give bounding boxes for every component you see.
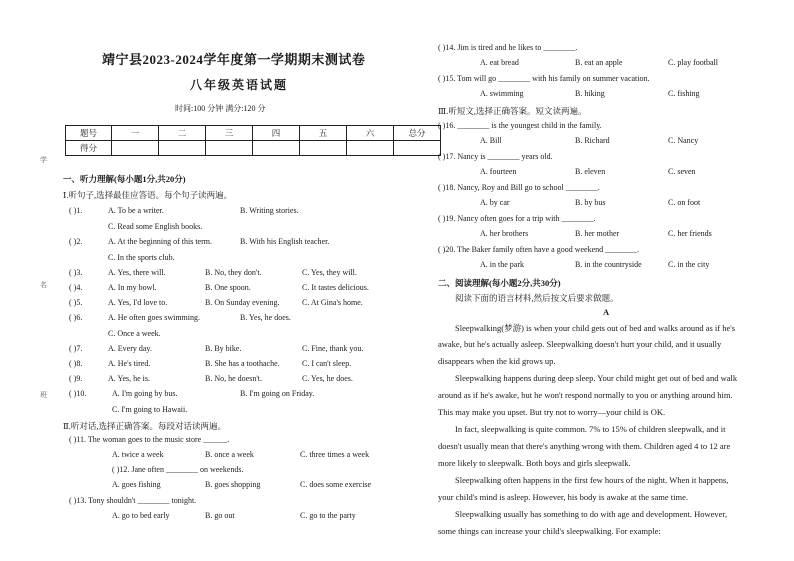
passage-line: doesn't usually mean that there's anything wrong with them. Children aged 4 to 12 are (438, 441, 731, 451)
option-b: B. Richard (575, 136, 610, 145)
option-a: A. He's tired. (108, 359, 151, 368)
binding-mark-1: 学 (40, 156, 47, 164)
score-cell: 四 (253, 126, 300, 141)
option-c: C. Fine, thank you. (302, 344, 364, 353)
question-stem: ( )11. The woman goes to the music store ______. (69, 435, 230, 444)
score-cell: 二 (159, 126, 206, 141)
score-input-cell[interactable] (206, 141, 253, 156)
reading-instructions: 阅读下面的语言材料,然后按文后要求做题。 (455, 293, 619, 303)
option-a: A. Yes, I'd love to. (108, 298, 168, 307)
option-b: B. Yes, he does. (240, 313, 291, 322)
question-number: ( )2. (69, 237, 83, 246)
binding-mark-2: 名 (40, 281, 47, 289)
passage-line: In fact, sleepwalking is quite common. 7% to 15% of children sleepwalk, and it (455, 424, 726, 434)
option-b: B. in the countryside (575, 260, 642, 269)
section1-instructions: Ⅰ.听句子,选择最佳应答语。每个句子读两遍。 (63, 190, 233, 200)
option-a: A. by car (480, 198, 510, 207)
option-b: B. No, he doesn't. (205, 374, 262, 383)
question-number: ( )8. (69, 359, 83, 368)
question-stem: ( )20. The Baker family often have a good weekend ________. (438, 245, 640, 254)
option-b: B. her mother (575, 229, 620, 238)
option-b: B. goes shopping (205, 480, 261, 489)
option-c: C. Nancy (668, 136, 699, 145)
score-cell: 三 (206, 126, 253, 141)
option-b: B. One spoon. (205, 283, 251, 292)
question-stem: ( )18. Nancy, Roy and Bill go to school ________. (438, 183, 600, 192)
section2-instructions: Ⅱ.听对话,选择正确答案。每段对话读两遍。 (63, 421, 227, 431)
option-a: A. goes fishing (112, 480, 161, 489)
passage-label: A (603, 307, 610, 317)
score-table-score-row (66, 141, 441, 156)
option-c: C. in the city (668, 260, 710, 269)
passage-line: Sleepwalking happens during deep sleep. Your child might get out of bed and walk (455, 373, 738, 383)
exam-meta: 时间:100 分钟 满分:120 分 (175, 104, 266, 113)
option-c: C. I'm going to Hawaii. (112, 405, 188, 414)
option-c: C. Yes, they will. (302, 268, 357, 277)
option-c: C. seven (668, 167, 696, 176)
passage-line: disappears when the kid grows up. (438, 356, 556, 366)
passage-line: more likely to sleepwalk. Both boys and girls sleepwalk. (438, 458, 631, 468)
question-stem: ( )19. Nancy often goes for a trip with ________. (438, 214, 596, 223)
option-a: A. To be a writer. (108, 206, 164, 215)
option-b: B. Writing stories. (240, 206, 299, 215)
option-c: C. At Gina's home. (302, 298, 363, 307)
question-stem: ( )17. Nancy is ________ years old. (438, 152, 553, 161)
option-c: C. I can't sleep. (302, 359, 352, 368)
passage-line: This may make you upset. But try not to worry—your child is OK. (438, 407, 666, 417)
option-a: A. in the park (480, 260, 524, 269)
option-b: B. No, they don't. (205, 268, 262, 277)
question-stem: ( )14. Jim is tired and he likes to ________. (438, 43, 578, 52)
question-number: ( )5. (69, 298, 83, 307)
question-number: ( )9. (69, 374, 83, 383)
question-stem: ( )13. Tony shouldn't ________ tonight. (69, 496, 197, 505)
option-a: A. eat bread (480, 58, 519, 67)
score-cell: 五 (300, 126, 347, 141)
option-c: C. on foot (668, 198, 701, 207)
part1-heading: 一、听力理解(每小题1分,共20分) (63, 174, 186, 184)
question-number: ( )10. (69, 389, 87, 398)
option-c: C. Yes, he does. (302, 374, 353, 383)
option-c: C. three times a week (300, 450, 370, 459)
option-c: C. play football (668, 58, 718, 67)
option-c: C. It tastes delicious. (302, 283, 369, 292)
question-number: ( )7. (69, 344, 83, 353)
section3-instructions: Ⅲ.听短文,选择正确答案。短文读两遍。 (438, 106, 587, 116)
option-b: B. by bus (575, 198, 606, 207)
option-a: A. Yes, there will. (108, 268, 166, 277)
option-c: C. Once a week. (108, 329, 161, 338)
score-cell: 总分 (394, 126, 441, 141)
option-b: B. eat an apple (575, 58, 623, 67)
binding-mark-3: 班 (40, 391, 47, 399)
score-table (65, 125, 441, 156)
option-a: A. In my bowl. (108, 283, 157, 292)
score-input-cell[interactable] (159, 141, 206, 156)
option-a: A. Bill (480, 136, 502, 145)
option-c: C. fishing (668, 89, 700, 98)
option-a: A. He often goes swimming. (108, 313, 200, 322)
option-a: A. swimming (480, 89, 524, 98)
option-b: B. I'm going on Friday. (240, 389, 315, 398)
question-number: ( )1. (69, 206, 83, 215)
option-a: A. go to bed early (112, 511, 170, 520)
question-number: ( )6. (69, 313, 83, 322)
option-c: C. In the sports club. (108, 253, 175, 262)
option-a: A. twice a week (112, 450, 164, 459)
passage-line: Sleepwalking usually has something to do with age and development. However, (455, 509, 728, 519)
score-table-header-row (66, 126, 441, 141)
question-number: ( )3. (69, 268, 83, 277)
option-b: B. By bike. (205, 344, 242, 353)
score-input-cell[interactable] (300, 141, 347, 156)
question-stem: ( )12. Jane often ________ on weekends. (112, 465, 244, 474)
option-c: C. her friends (668, 229, 712, 238)
option-b: B. go out (205, 511, 235, 520)
option-b: B. hiking (575, 89, 605, 98)
score-input-cell[interactable] (112, 141, 159, 156)
passage-line: awake, but he's actually asleep. Sleepwalking doesn't hurt your child, and it usually (438, 339, 722, 349)
score-input-cell[interactable] (394, 141, 441, 156)
option-a: A. Yes, he is. (108, 374, 151, 383)
option-a: A. At the beginning of this term. (108, 237, 212, 246)
score-label-cell: 得分 (66, 141, 112, 156)
option-b: B. She has a toothache. (205, 359, 280, 368)
score-input-cell[interactable] (347, 141, 394, 156)
option-b: B. On Sunday evening. (205, 298, 280, 307)
score-input-cell[interactable] (253, 141, 300, 156)
option-a: A. Every day. (108, 344, 152, 353)
passage-line: Sleepwalking(梦游) is when your child gets out of bed and walks around as if he's (455, 323, 736, 333)
option-a: A. her brothers (480, 229, 529, 238)
option-b: B. eleven (575, 167, 606, 176)
option-c: C. does some exercise (300, 480, 372, 489)
option-c: C. go to the party (300, 511, 356, 520)
option-b: B. once a week (205, 450, 254, 459)
score-cell: 六 (347, 126, 394, 141)
exam-subtitle: 八年级英语试题 (190, 78, 289, 92)
passage-line: Sleepwalking often happens in the first few hours of the night. When it happens, (455, 475, 729, 485)
score-cell: 题号 (66, 126, 112, 141)
passage-line: your child's mind is asleep. However, his body is awake at the same time. (438, 492, 688, 502)
option-a: A. fourteen (480, 167, 517, 176)
exam-title: 靖宁县2023-2024学年度第一学期期末测试卷 (102, 52, 366, 67)
question-stem: ( )16. ________ is the youngest child in the family. (438, 121, 602, 130)
option-b: B. With his English teacher. (240, 237, 330, 246)
passage-line: some things can increase your child's sleepwalking. For example: (438, 526, 661, 536)
option-a: A. I'm going by bus. (112, 389, 178, 398)
passage-line: around as if he's awake, but he won't respond normally to you or anything around him. (438, 390, 733, 400)
question-stem: ( )15. Tom will go ________ with his family on summer vacation. (438, 74, 650, 83)
score-cell: 一 (112, 126, 159, 141)
question-number: ( )4. (69, 283, 83, 292)
part2-heading: 二、阅读理解(每小题2分,共30分) (438, 278, 561, 288)
option-c: C. Read some English books. (108, 222, 203, 231)
